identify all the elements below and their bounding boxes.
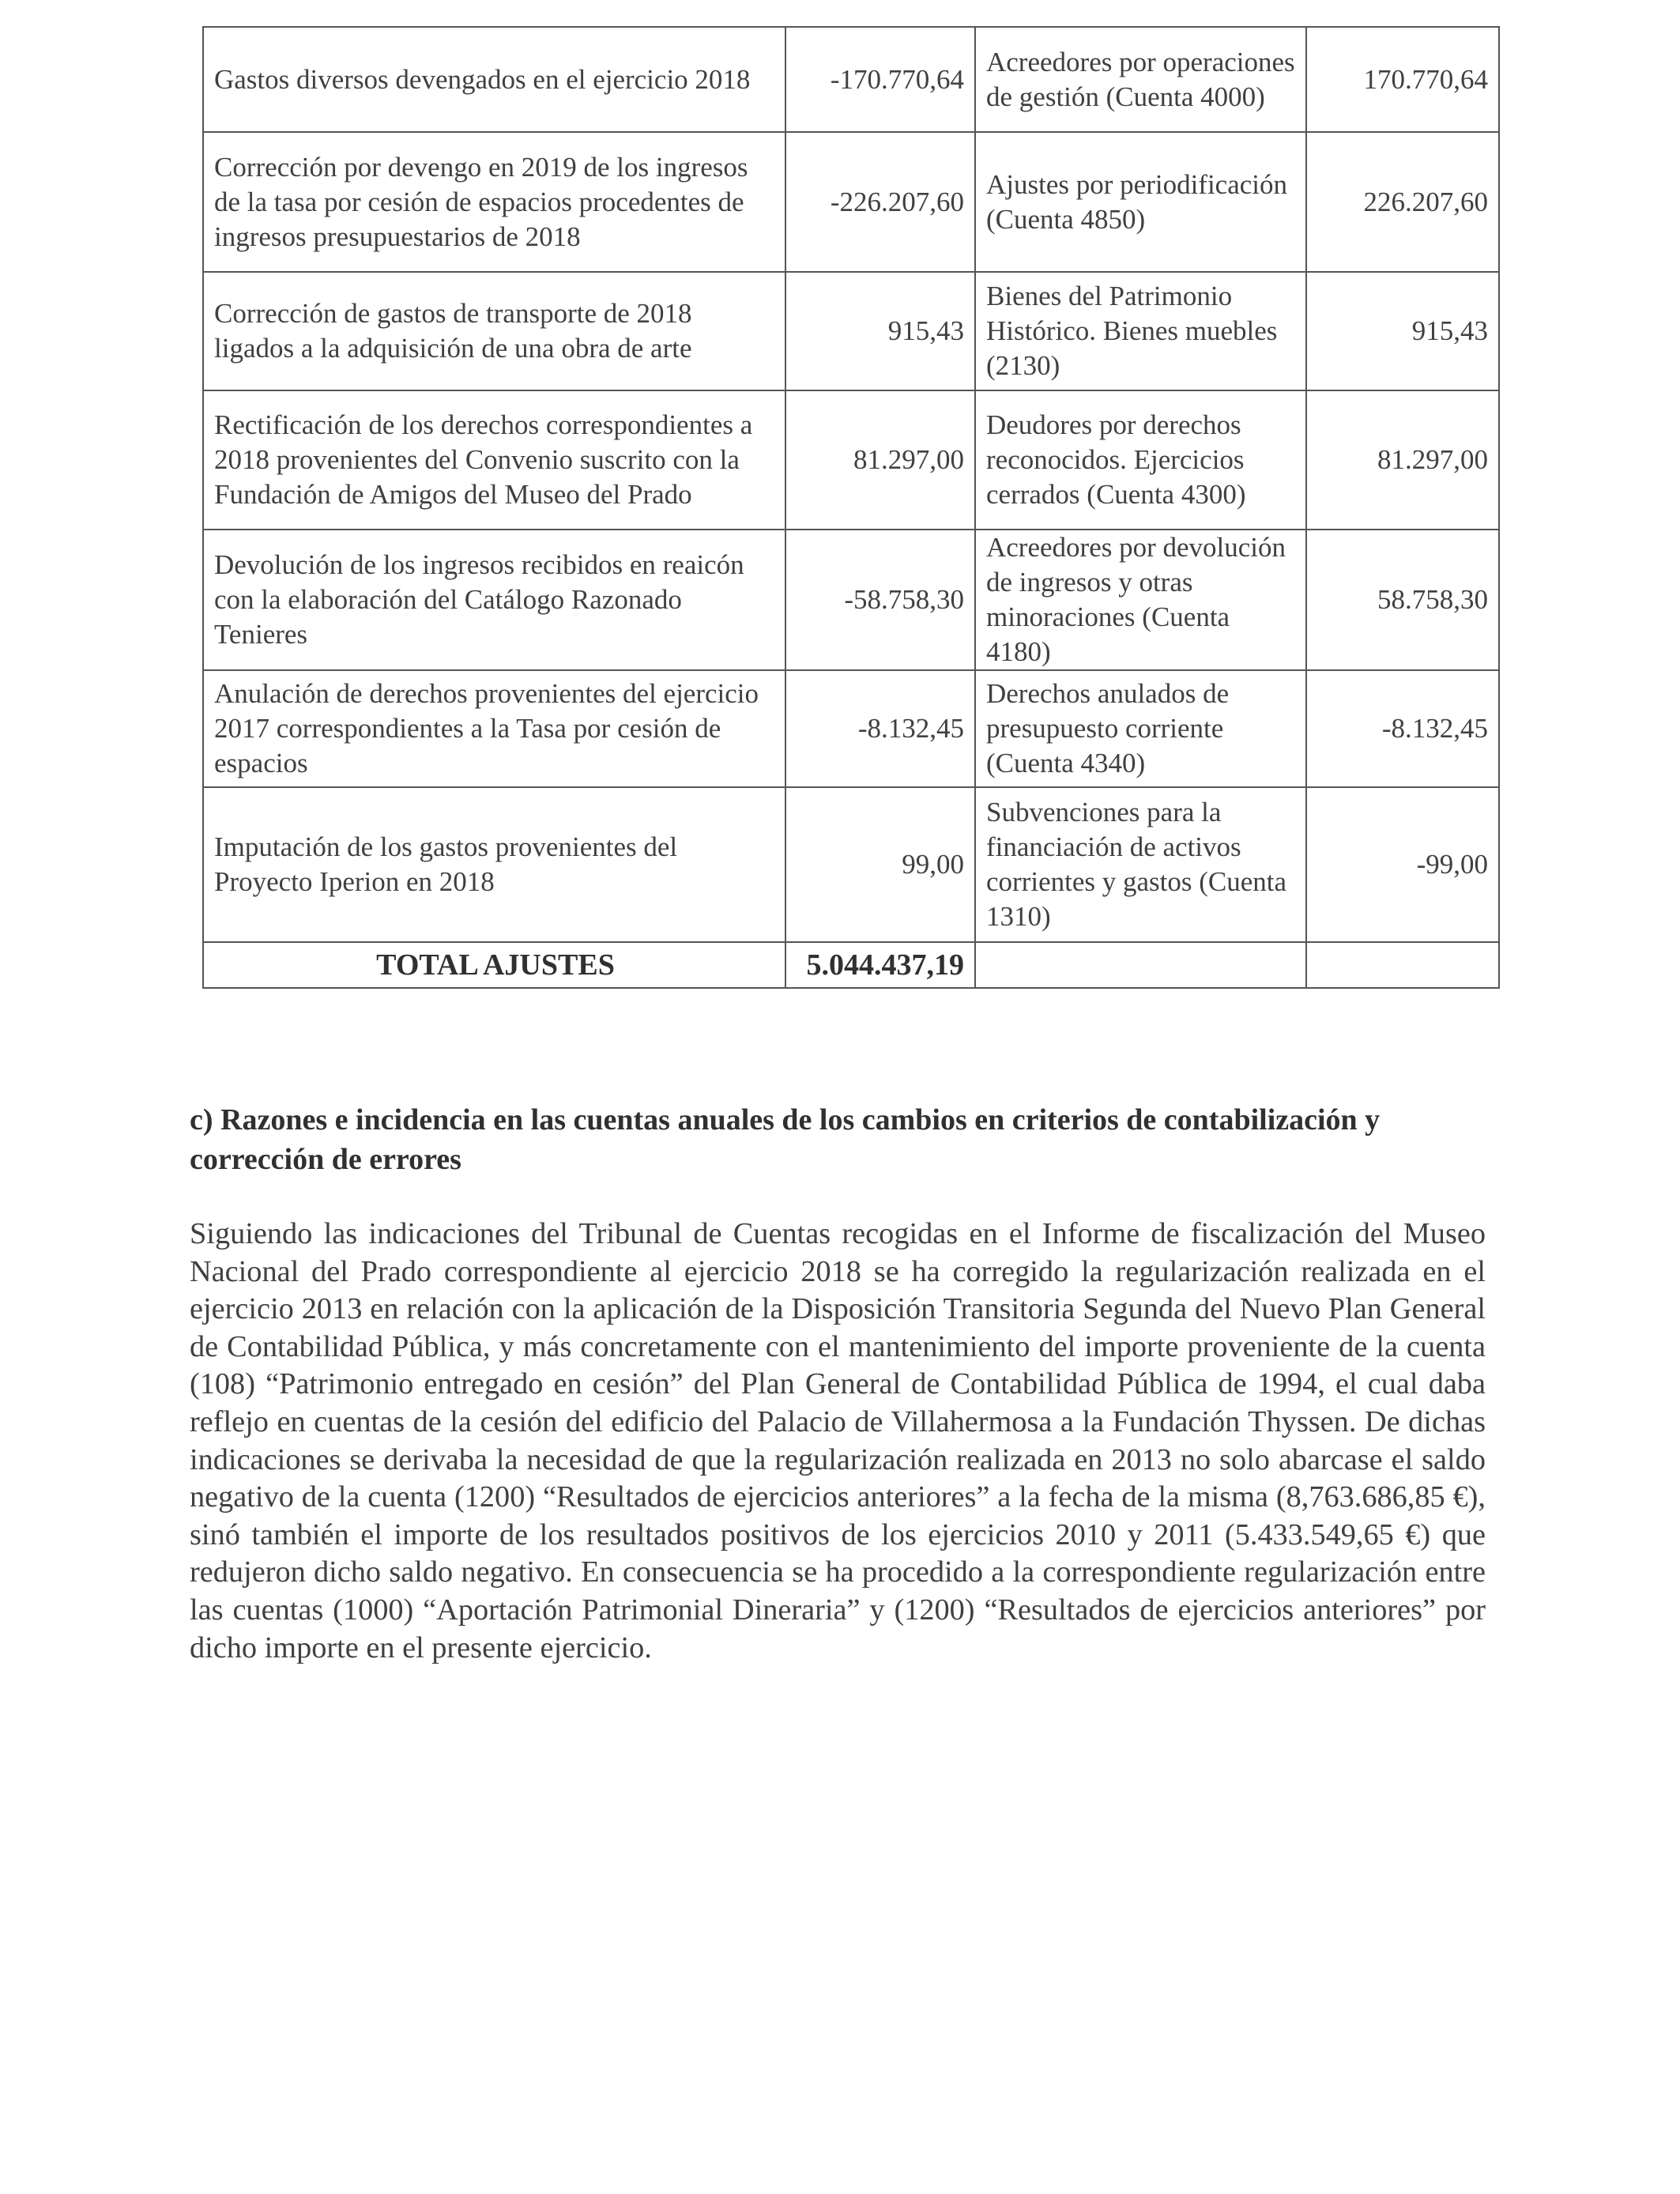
row-amount: -226.207,60 (785, 132, 975, 272)
total-empty-cell (1306, 942, 1499, 988)
row-account: Acreedores por operaciones de gestión (Cuenta 4000) (975, 27, 1306, 132)
row-amount: 81.297,00 (785, 390, 975, 530)
row-description: Imputación de los gastos provenientes del Proyecto Iperion en 2018 (203, 787, 785, 942)
row-amount: 915,43 (785, 272, 975, 390)
row-description: Corrección por devengo en 2019 de los ingresos de la tasa por cesión de espacios procedentes de ingresos presupuestarios de 2018 (203, 132, 785, 272)
total-label: TOTAL AJUSTES (203, 942, 785, 988)
row-description: Corrección de gastos de transporte de 2018 ligados a la adquisición de una obra de arte (203, 272, 785, 390)
table-row (203, 670, 1499, 787)
table-row (203, 530, 1499, 670)
table-row (203, 272, 1499, 390)
table-row (203, 390, 1499, 530)
row-account: Acreedores por devolución de ingresos y otras minoraciones (Cuenta 4180) (975, 530, 1306, 670)
row-description: Anulación de derechos provenientes del ejercicio 2017 correspondientes a la Tasa por cesión de espacios (203, 670, 785, 787)
total-amount: 5.044.437,19 (785, 942, 975, 988)
row-description: Gastos diversos devengados en el ejercicio 2018 (203, 27, 785, 132)
row-account: Deudores por derechos reconocidos. Ejercicios cerrados (Cuenta 4300) (975, 390, 1306, 530)
total-empty-cell (975, 942, 1306, 988)
row-account-amount: -99,00 (1306, 787, 1499, 942)
row-amount: -170.770,64 (785, 27, 975, 132)
row-amount: -58.758,30 (785, 530, 975, 670)
row-account: Derechos anulados de presupuesto corriente (Cuenta 4340) (975, 670, 1306, 787)
total-row (203, 942, 1499, 988)
row-account: Subvenciones para la financiación de activos corrientes y gastos (Cuenta 1310) (975, 787, 1306, 942)
row-amount: 99,00 (785, 787, 975, 942)
adjustments-table (202, 26, 1500, 989)
row-account-amount: 58.758,30 (1306, 530, 1499, 670)
row-amount: -8.132,45 (785, 670, 975, 787)
row-account-amount: 170.770,64 (1306, 27, 1499, 132)
body-paragraph: Siguiendo las indicaciones del Tribunal de Cuentas recogidas en el Informe de fiscalización del Museo Nacional del Prado correspondiente al ejercicio 2018 se ha corregido la regularización realizada en el ejercicio 2013 en relación con la aplicación de la Disposición Transitoria Segunda del Nuevo Plan General de Contabilidad Pública, y más concretamente con el mantenimiento del importe proveniente de la cuenta (108) “Patrimonio entregado en cesión” del Plan General de Contabilidad Pública de 1994, el cual daba reflejo en cuentas de la cesión del edificio del Palacio de Villahermosa a la Fundación Thyssen. De dichas indicaciones se derivaba la necesidad de que la regularización realizada en 2013 no solo abarcase el saldo negativo de la cuenta (1200) “Resultados de ejercicios anteriores” a la fecha de la misma (8,763.686,85 €), sinó también el importe de los resultados positivos de los ejercicios 2010 y 2011 (5.433.549,65 €) que redujeron dicho saldo negativo. En consecuencia se ha procedido a la correspondiente regularización entre las cuentas (1000) “Aportación Patrimonial Dineraria” y (1200) “Resultados de ejercicios anteriores” por dicho importe en el presente ejercicio. (190, 1217, 1486, 1664)
row-account-amount: -8.132,45 (1306, 670, 1499, 787)
table-row (203, 787, 1499, 942)
row-account: Ajustes por periodificación (Cuenta 4850) (975, 132, 1306, 272)
row-account: Bienes del Patrimonio Histórico. Bienes muebles (2130) (975, 272, 1306, 390)
row-account-amount: 81.297,00 (1306, 390, 1499, 530)
row-description: Rectificación de los derechos correspondientes a 2018 provenientes del Convenio suscrito con la Fundación de Amigos del Museo del Prado (203, 390, 785, 530)
section-heading: c) Razones e incidencia en las cuentas anuales de los cambios en criterios de contabilización y corrección de errores (190, 1103, 1381, 1176)
row-account-amount: 226.207,60 (1306, 132, 1499, 272)
table-row (203, 132, 1499, 272)
table-row (203, 27, 1499, 132)
row-description: Devolución de los ingresos recibidos en reaicón con la elaboración del Catálogo Razonado Tenieres (203, 530, 785, 670)
row-account-amount: 915,43 (1306, 272, 1499, 390)
